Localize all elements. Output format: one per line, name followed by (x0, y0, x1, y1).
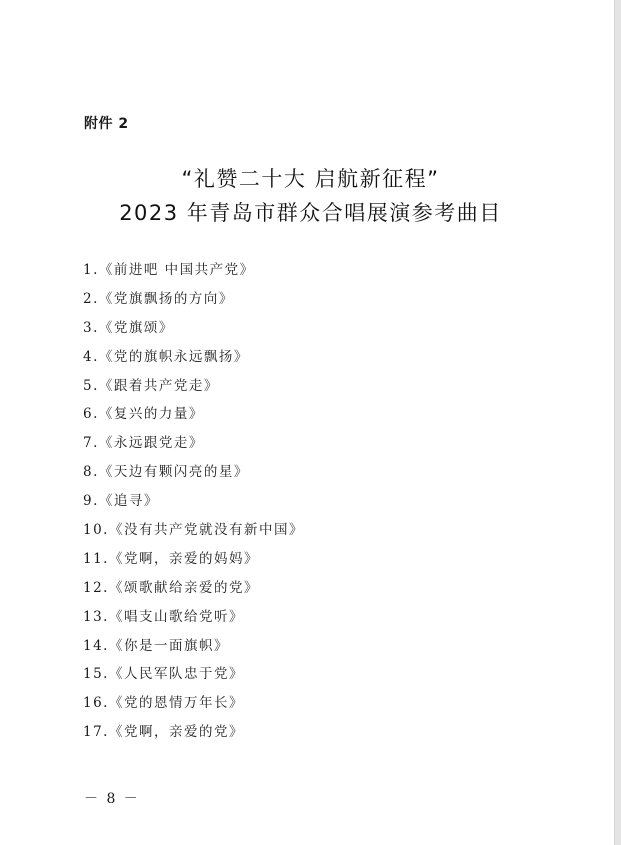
song-item: 15.《人民军队忠于党》 (83, 666, 244, 683)
song-item: 14.《你是一面旗帜》 (83, 637, 229, 654)
song-item: 5.《跟着共产党走》 (83, 377, 219, 394)
document-title (0, 162, 621, 230)
song-item: 17.《党啊，亲爱的党》 (83, 724, 244, 741)
attachment-label: 附件 2 (84, 116, 129, 132)
song-item: 9.《追寻》 (83, 493, 159, 510)
song-item: 1.《前进吧 中国共产党》 (83, 262, 255, 278)
page-edge (614, 0, 621, 845)
song-item: 10.《没有共产党就没有新中国》 (83, 522, 304, 539)
title-line-1: “礼赞二十大 启航新征程” (181, 167, 440, 191)
song-item: 13.《唱支山歌给党听》 (83, 608, 244, 625)
song-item: 8.《天边有颗闪亮的星》 (83, 464, 249, 481)
song-item: 7.《永远跟党走》 (83, 435, 204, 452)
song-item: 2.《党旗飘扬的方向》 (83, 290, 234, 307)
page-number: － 8 － (84, 791, 140, 807)
song-item: 12.《颂歌献给亲爱的党》 (83, 579, 259, 596)
song-item: 16.《党的恩情万年长》 (83, 695, 244, 712)
song-item: 4.《党的旗帜永远飘扬》 (83, 348, 249, 365)
song-item: 11.《党啊，亲爱的妈妈》 (83, 550, 259, 567)
title-line-2: 2023 年青岛市群众合唱展演参考曲目 (119, 201, 502, 225)
song-list (83, 256, 304, 747)
song-item: 6.《复兴的力量》 (83, 406, 204, 423)
song-item: 3.《党旗颂》 (83, 319, 174, 336)
